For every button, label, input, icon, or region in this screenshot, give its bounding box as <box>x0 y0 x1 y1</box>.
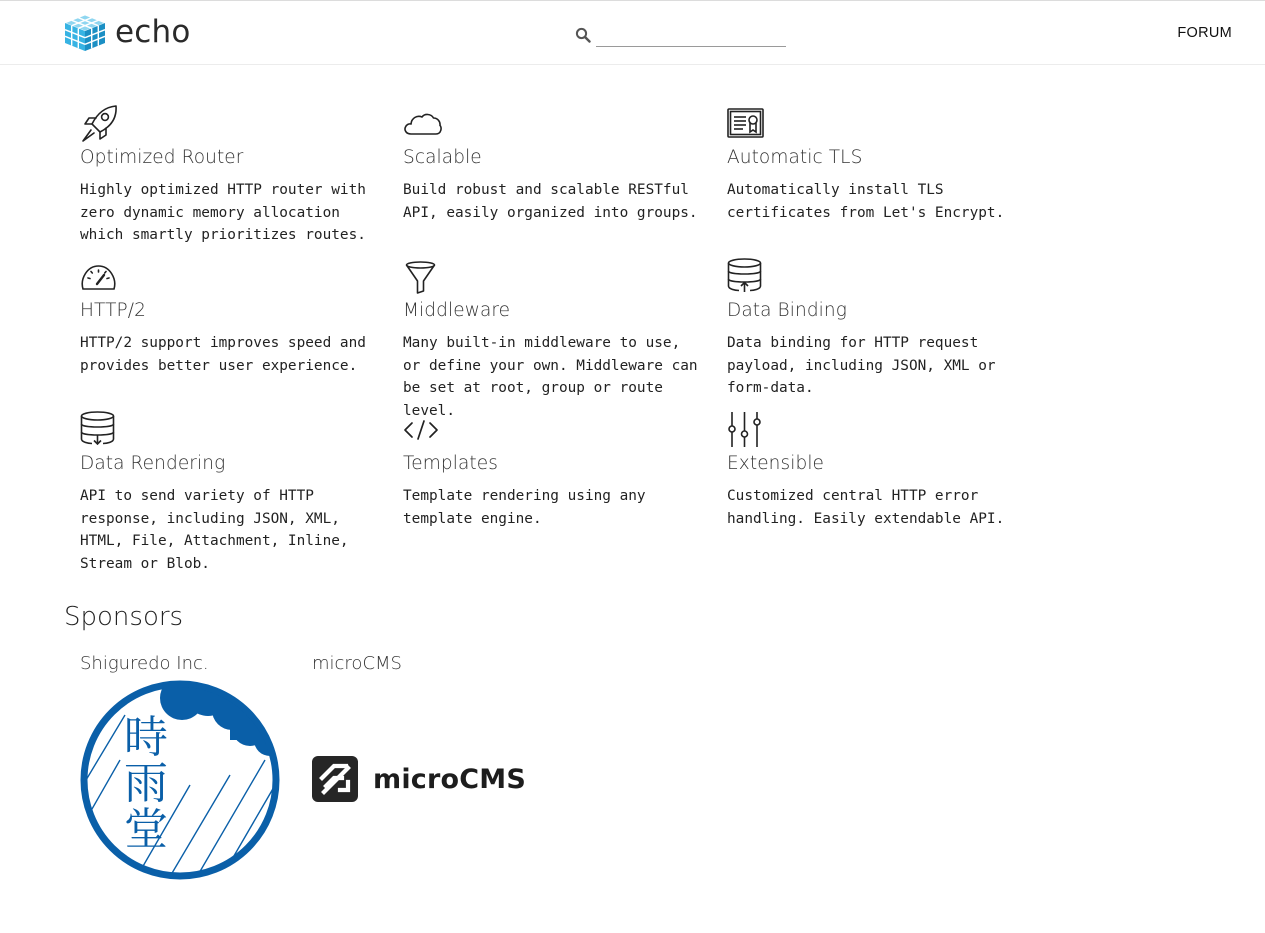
logo-glyph: 時 <box>124 712 168 763</box>
feature-templates <box>403 410 703 530</box>
feature-title: Automatic TLS <box>727 147 863 168</box>
feature-scalable <box>403 104 703 224</box>
search-input[interactable] <box>596 23 786 47</box>
feature-http2 <box>80 257 380 377</box>
feature-optimized-router <box>80 104 380 247</box>
feature-title: Optimized Router <box>80 147 244 168</box>
feature-data-binding <box>727 257 1027 400</box>
database-download-icon <box>80 410 120 450</box>
feature-automatic-tls <box>727 104 1027 224</box>
feature-description: Build robust and scalable RESTful API, easily organized into groups. <box>403 182 698 221</box>
top-navbar <box>0 0 1265 65</box>
forum-link[interactable]: FORUM <box>1177 25 1232 41</box>
speedometer-icon <box>80 257 120 297</box>
feature-description: HTTP/2 support improves speed and provides better user experience. <box>80 335 366 374</box>
echo-cube-logo-icon <box>63 13 107 53</box>
search-box <box>575 23 786 47</box>
logo-glyph: 雨 <box>124 758 168 809</box>
sponsors-heading: Sponsors <box>64 602 184 632</box>
logo-text: echo <box>115 14 191 50</box>
echo-logo-link[interactable] <box>63 13 191 53</box>
sponsor-name-shiguredo: Shiguredo Inc. <box>80 653 209 674</box>
microcms-logo-icon <box>312 756 358 802</box>
feature-description: Data binding for HTTP request payload, including JSON, XML or form-data. <box>727 335 996 396</box>
sliders-icon <box>727 410 767 450</box>
shiguredo-logo-link[interactable] <box>80 680 280 880</box>
feature-title: Extensible <box>727 453 825 474</box>
certificate-icon <box>727 104 767 144</box>
feature-description: Automatically install TLS certificates from Let's Encrypt. <box>727 182 1005 221</box>
microcms-logo-link[interactable] <box>312 756 526 802</box>
feature-middleware <box>403 257 703 422</box>
database-upload-icon <box>727 257 767 297</box>
feature-title: Data Binding <box>727 300 847 321</box>
feature-description: Template rendering using any template engine. <box>403 488 646 527</box>
microcms-logo-text: microCMS <box>373 763 526 795</box>
feature-extensible <box>727 410 1027 530</box>
feature-description: Many built-in middleware to use, or define your own. Middleware can be set at root, group or route level. <box>403 335 698 419</box>
search-icon <box>575 27 591 43</box>
feature-description: Customized central HTTP error handling. Easily extendable API. <box>727 488 1005 527</box>
feature-title: Data Rendering <box>80 453 226 474</box>
feature-data-rendering <box>80 410 380 575</box>
code-icon <box>403 410 443 450</box>
feature-title: Scalable <box>403 147 482 168</box>
sponsor-name-microcms: microCMS <box>312 653 402 674</box>
feature-title: Middleware <box>403 300 511 321</box>
feature-title: Templates <box>403 453 498 474</box>
feature-description: Highly optimized HTTP router with zero dynamic memory allocation which smartly prioritizes routes. <box>80 182 366 243</box>
funnel-icon <box>403 257 443 297</box>
logo-glyph: 堂 <box>124 804 168 855</box>
shiguredo-logo-icon <box>80 680 280 880</box>
feature-description: API to send variety of HTTP response, including JSON, XML, HTML, File, Attachment, Inline, Stream or Blob. <box>80 488 349 572</box>
rocket-icon <box>80 104 120 144</box>
cloud-icon <box>403 104 443 144</box>
feature-title: HTTP/2 <box>80 300 146 321</box>
